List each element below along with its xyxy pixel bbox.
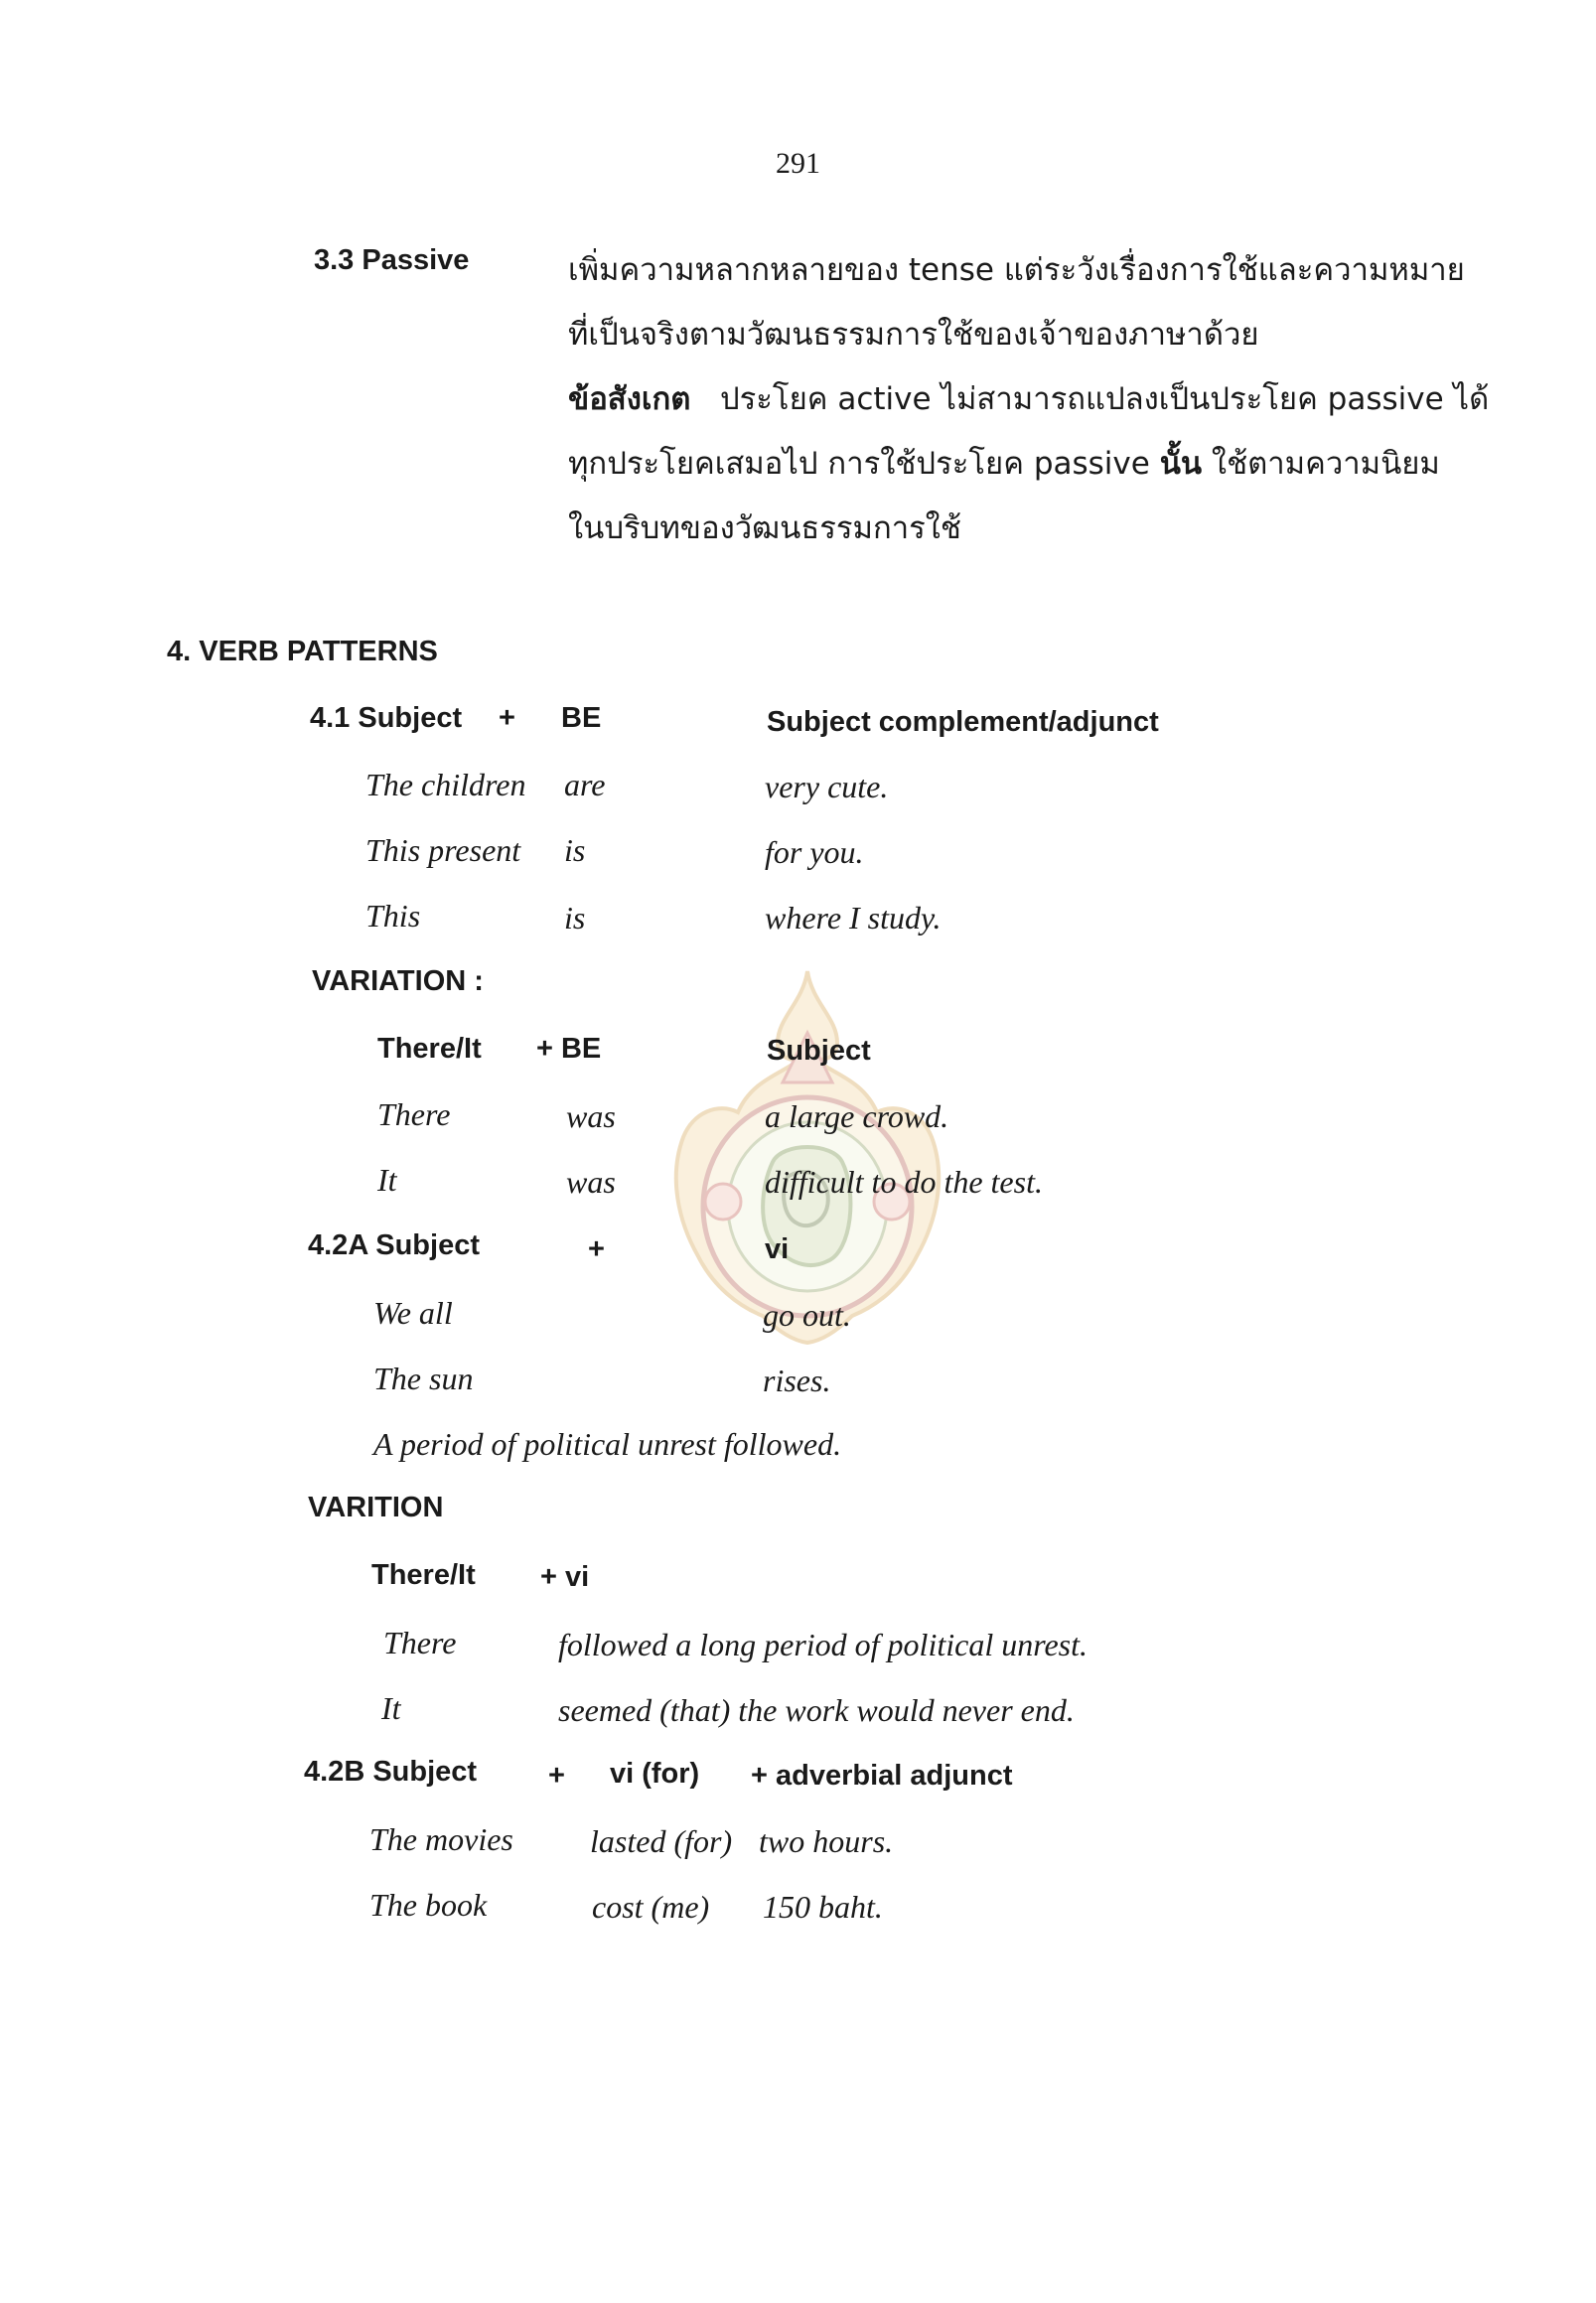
p42a-var-row1-predicate: followed a long period of political unrest. bbox=[558, 1627, 1088, 1662]
p42a-variation-label: VARITION bbox=[308, 1492, 444, 1523]
line4-part-a: ทุกประโยคเสมอไป การใช้ประโยค passive bbox=[568, 446, 1160, 482]
p42a-row1-subject: We all bbox=[373, 1295, 453, 1331]
passive-heading: 3.3 Passive bbox=[314, 244, 470, 276]
p42b-row2-adjunct: 150 baht. bbox=[763, 1889, 883, 1925]
passive-line-5: ในบริบทของวัฒนธรรมการใช้ bbox=[568, 510, 961, 546]
p41-plus: + bbox=[499, 702, 515, 734]
p41-var-head-be: + BE bbox=[536, 1033, 602, 1065]
p41-row2-subject: This present bbox=[365, 832, 521, 868]
p41-row3-complement: where I study. bbox=[765, 900, 942, 936]
p42b-row1-verb: lasted (for) bbox=[590, 1823, 733, 1859]
p41-row1-subject: The children bbox=[365, 767, 526, 802]
passive-line-2: ที่เป็นจริงตามวัฒนธรรมการใช้ของเจ้าของภาษาด้วย bbox=[568, 317, 1259, 353]
p41-var-head-subject: There/It bbox=[377, 1033, 482, 1065]
p41-var-row1-verb: was bbox=[566, 1098, 616, 1134]
p42b-plus: + bbox=[548, 1760, 565, 1792]
p41-complement: Subject complement/adjunct bbox=[767, 706, 1159, 738]
note-text: ประโยค active ไม่สามารถแปลงเป็นประโยค passive ได้ bbox=[719, 381, 1490, 417]
p42b-adverbial: + adverbial adjunct bbox=[751, 1760, 1013, 1792]
p42b-row2-subject: The book bbox=[369, 1887, 488, 1923]
p42a-var-head-vi: + vi bbox=[540, 1561, 590, 1593]
p41-var-row2-complement: difficult to do the test. bbox=[765, 1164, 1043, 1200]
p42b-vi-for: vi (for) bbox=[610, 1758, 700, 1790]
p41-row3-verb: is bbox=[564, 900, 586, 936]
p41-var-row1-complement: a large crowd. bbox=[765, 1098, 949, 1134]
passive-line-1: เพิ่มความหลากหลายของ tense แต่ระวังเรื่องการใช้และความหมาย bbox=[568, 252, 1465, 288]
p41-var-head-complement: Subject bbox=[767, 1035, 871, 1067]
p42a-var-row2-predicate: seemed (that) the work would never end. bbox=[558, 1692, 1075, 1728]
p42a-long-example: A period of political unrest followed. bbox=[373, 1426, 842, 1462]
p42a-vi: vi bbox=[765, 1233, 790, 1265]
p42a-subject: 4.2A Subject bbox=[308, 1229, 480, 1261]
line4-part-c: ใช้ตามความนิยม bbox=[1202, 446, 1440, 482]
p42b-row2-verb: cost (me) bbox=[592, 1889, 710, 1925]
watermark-seal bbox=[663, 963, 951, 1351]
p41-row1-complement: very cute. bbox=[765, 769, 889, 804]
p42b-row1-subject: The movies bbox=[369, 1821, 513, 1857]
p42a-var-row1-subject: There bbox=[383, 1625, 457, 1660]
p41-subject: 4.1 Subject bbox=[310, 702, 463, 734]
note-label: ข้อสังเกต bbox=[568, 381, 691, 417]
p41-be: BE bbox=[561, 702, 602, 734]
p42a-row2-subject: The sun bbox=[373, 1361, 474, 1396]
p42a-var-row2-subject: It bbox=[381, 1690, 401, 1726]
line4-emphasis: นั้น bbox=[1159, 446, 1203, 482]
p41-variation-label: VARIATION : bbox=[312, 965, 484, 997]
p41-row3-subject: This bbox=[365, 898, 421, 934]
p42a-row2-verb: rises. bbox=[763, 1363, 831, 1398]
p42a-var-head-subject: There/It bbox=[371, 1559, 476, 1591]
section-title: 4. VERB PATTERNS bbox=[167, 636, 438, 667]
p41-var-row2-subject: It bbox=[377, 1162, 397, 1198]
passive-line-4 bbox=[568, 438, 1440, 488]
p42a-row1-verb: go out. bbox=[763, 1297, 851, 1333]
p41-row2-complement: for you. bbox=[765, 834, 864, 870]
p42b-subject: 4.2B Subject bbox=[304, 1756, 478, 1788]
passive-note bbox=[568, 373, 1489, 423]
p41-var-row1-subject: There bbox=[377, 1096, 451, 1132]
p42b-row1-adjunct: two hours. bbox=[759, 1823, 894, 1859]
p41-row2-verb: is bbox=[564, 832, 586, 868]
page-number: 291 bbox=[776, 147, 820, 180]
p42a-plus: + bbox=[588, 1233, 605, 1265]
p41-row1-verb: are bbox=[564, 767, 606, 802]
p41-var-row2-verb: was bbox=[566, 1164, 616, 1200]
